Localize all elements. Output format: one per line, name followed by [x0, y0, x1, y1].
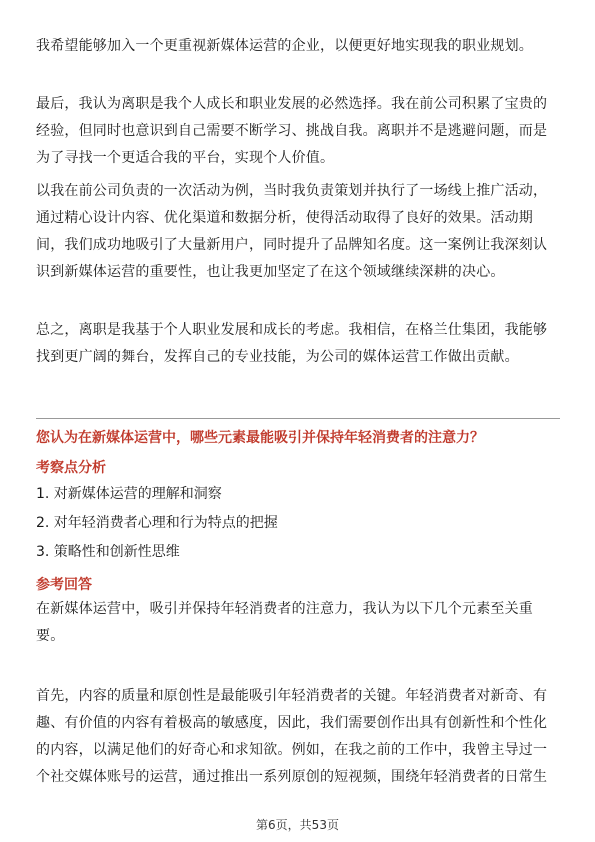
analysis-item: 2. 对年轻消费者心理和行为特点的把握: [36, 515, 278, 531]
analysis-item: 1. 对新媒体运营的理解和洞察: [36, 486, 222, 502]
page-number: 第6页，共53页: [256, 818, 339, 832]
answer-paragraph: 在新媒体运营中，吸引并保持年轻消费者的注意力，我认为以下几个元素至关重要。: [36, 601, 533, 644]
body-paragraph: 以我在前公司负责的一次活动为例，当时我负责策划并执行了一场线上推广活动，通过精心设计内容、优化渠道和数据分析，使得活动取得了良好的效果。活动期间，我们成功地吸引了大量新用户，同时提升了品牌知名度。这一案例让我深刻认识到新媒体运营的重要性，也让我更加坚定了在这个领域继续深耕的决心。: [36, 183, 548, 280]
analysis-heading: 考察点分析: [36, 460, 106, 476]
answer-heading: 参考回答: [36, 577, 92, 593]
body-paragraph: 总之，离职是我基于个人职业发展和成长的考虑。我相信，在格兰仕集团，我能够找到更广阔的舞台，发挥自己的专业技能，为公司的媒体运营工作做出贡献。: [36, 322, 548, 365]
body-paragraph: 我希望能够加入一个更重视新媒体运营的企业，以便更好地实现我的职业规划。: [36, 38, 533, 54]
question-heading: 您认为在新媒体运营中，哪些元素最能吸引并保持年轻消费者的注意力？: [36, 430, 484, 446]
section-divider: [36, 418, 560, 419]
body-paragraph: 最后，我认为离职是我个人成长和职业发展的必然选择。我在前公司积累了宝贵的经验，但同时也意识到自己需要不断学习、挑战自我。离职并不是逃避问题，而是为了寻找一个更适合我的平台，实现个人价值。: [36, 96, 548, 166]
analysis-item: 3. 策略性和创新性思维: [36, 544, 180, 560]
answer-paragraph: 首先，内容的质量和原创性是最能吸引年轻消费者的关键。年轻消费者对新奇、有趣、有价值的内容有着极高的敏感度，因此，我们需要创作出具有创新性和个性化的内容，以满足他们的好奇心和求知欲。例如，在我之前的工作中，我曾主导过一个社交媒体账号的运营，通过推出一系列原创的短视频，围绕年轻消费者的日常生: [36, 688, 548, 785]
